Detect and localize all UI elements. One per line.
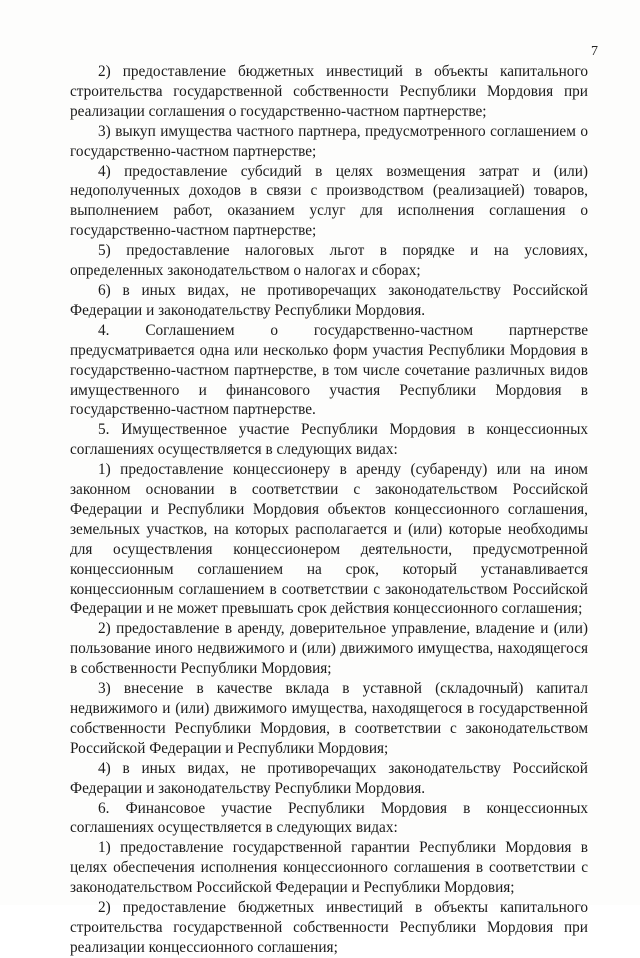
paragraph: 3) внесение в качестве вклада в уставной (складочный) капитал недвижимого и (или) движимого имущества, находящегося в государственной собственности Республики Мордовия, в соответствии с законодательством Российской Федерации и Республики Мордовия; [70, 680, 588, 757]
paragraph: 4. Соглашением о государственно-частном партнерстве предусматривается одна или несколько форм участия Республики Мордовия в государственно-частном партнерстве, в том числе сочетание различных видов имущественного и финансового участия Республики Мордовия в государственно-частном партнерстве. [70, 321, 588, 419]
paragraph: 4) в иных видах, не противоречащих законодательству Российской Федерации и законодательству Республики Мордовия. [70, 759, 588, 797]
paragraph: 2) предоставление бюджетных инвестиций в объекты капитального строительства государственной собственности Республики Мордовия при реализации концессионного соглашения; [70, 899, 588, 956]
page-number: 7 [591, 44, 598, 59]
paragraph: 6. Финансовое участие Республики Мордовия в концессионных соглашениях осуществляется в следующих видах: [70, 799, 588, 837]
paragraph: 6) в иных видах, не противоречащих законодательству Российской Федерации и законодательству Республики Мордовия. [70, 281, 588, 319]
paragraph: 5) предоставление налоговых льгот в порядке и на условиях, определенных законодательством о налогах и сборах; [70, 242, 588, 280]
paragraph: 2) предоставление бюджетных инвестиций в объекты капитального строительства государственной собственности Республики Мордовия при реализации соглашения о государственно-частном партнерстве; [70, 63, 588, 120]
paragraph: 3) выкуп имущества частного партнера, предусмотренного соглашением о государственно-частном партнерстве; [70, 122, 588, 160]
document-body [70, 62, 588, 958]
paragraph: 4) предоставление субсидий в целях возмещения затрат и (или) недополученных доходов в связи с производством (реализацией) товаров, выполнением работ, оказанием услуг для исполнения соглашения о государственно-частном партнерстве; [70, 162, 588, 240]
paragraph: 2) предоставление в аренду, доверительное управление, владение и (или) пользование иного недвижимого и (или) движимого имущества, находящегося в собственности Республики Мордовия; [70, 620, 588, 678]
paragraph: 1) предоставление государственной гарантии Республики Мордовия в целях обеспечения исполнения концессионного соглашения в соответствии с законодательством Российской Федерации и Республики Мордовия; [70, 839, 588, 897]
paragraph: 5. Имущественное участие Республики Мордовия в концессионных соглашениях осуществляется в следующих видах: [70, 421, 588, 459]
paragraph: 1) предоставление концессионеру в аренду (субаренду) или на ином законном основании в соответствии с законодательством Российской Федерации и Республики Мордовия объектов концессионного соглашения, земельных участков, на которых располагается и (или) которые необходимы для осуществления концессионером деятельности, предусмотренной концессионным соглашением на срок, который устанавливается концессионным соглашением в соответствии с законодательством Российской Федерации и не может превышать срок действия концессионного соглашения; [70, 461, 588, 618]
